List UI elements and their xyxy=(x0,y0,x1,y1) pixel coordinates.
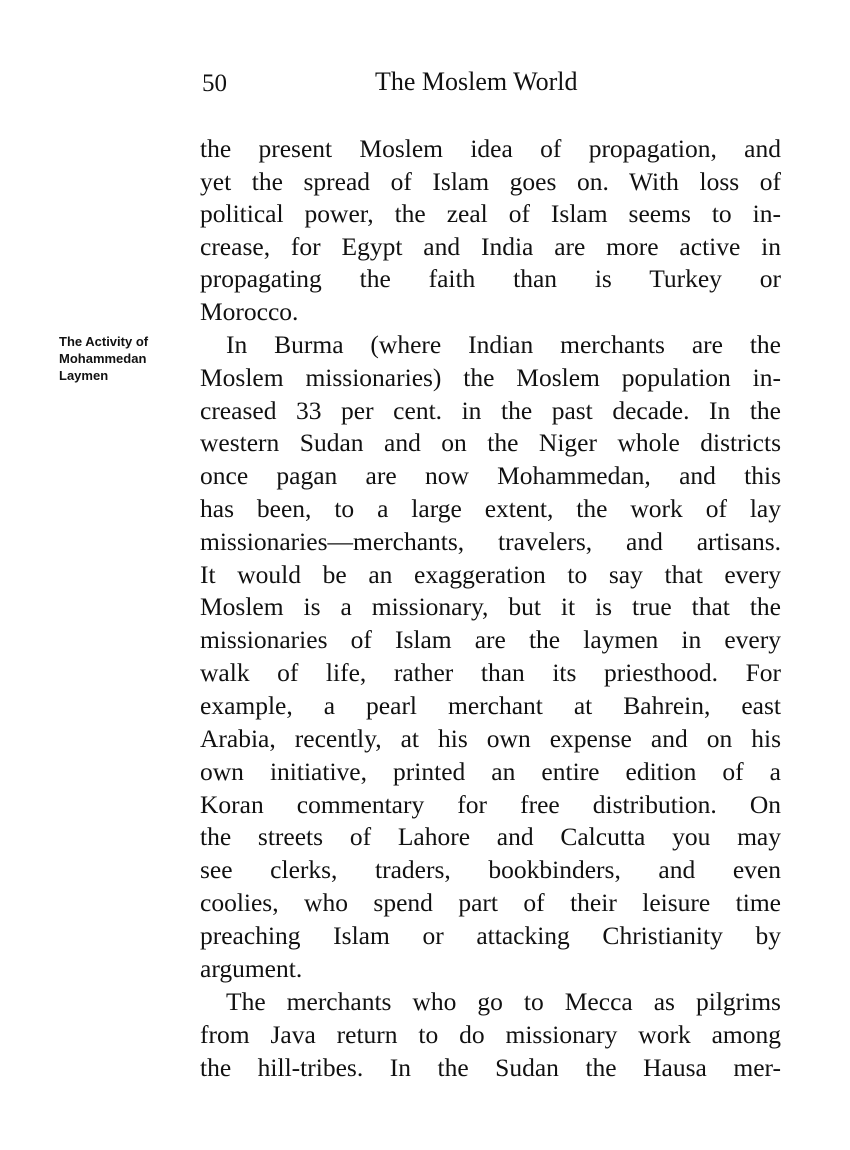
text-line: coolies, who spend part of their leisure time xyxy=(200,888,781,917)
text-line: the hill-tribes. In the Sudan the Hausa mer- xyxy=(200,1053,781,1082)
text-line: propagating the faith than is Turkey or xyxy=(200,264,781,293)
text-line: The merchants who go to Mecca as pilgrims xyxy=(226,987,781,1016)
text-line: once pagan are now Mohammedan, and this xyxy=(200,461,781,490)
text-line: the present Moslem idea of propagation, and xyxy=(200,134,781,163)
text-line: creased 33 per cent. in the past decade. In the xyxy=(200,396,781,425)
text-line: own initiative, printed an entire edition of a xyxy=(200,757,781,786)
text-line: argument. xyxy=(200,954,303,983)
text-line: western Sudan and on the Niger whole districts xyxy=(200,428,781,457)
margin-note-line: Laymen xyxy=(59,368,109,383)
margin-note-line: The Activity of xyxy=(59,334,149,349)
text-line: It would be an exaggeration to say that every xyxy=(200,560,781,589)
text-line: yet the spread of Islam goes on. With loss of xyxy=(200,167,781,196)
text-line: missionaries—merchants, travelers, and artisans. xyxy=(200,527,781,556)
page-number: 50 xyxy=(202,70,227,97)
text-line: see clerks, traders, bookbinders, and even xyxy=(200,855,781,884)
text-line: missionaries of Islam are the laymen in every xyxy=(200,625,781,654)
text-line: Morocco. xyxy=(200,297,299,326)
text-line: Koran commentary for free distribution. On xyxy=(200,790,781,819)
text-line: Moslem is a missionary, but it is true that the xyxy=(200,592,781,621)
text-line: Moslem missionaries) the Moslem population in- xyxy=(200,363,781,392)
text-line: has been, to a large extent, the work of lay xyxy=(200,494,781,523)
text-line: from Java return to do missionary work among xyxy=(200,1020,781,1049)
running-head: The Moslem World xyxy=(375,67,578,96)
text-line: political power, the zeal of Islam seems to in- xyxy=(200,199,781,228)
text-line: In Burma (where Indian merchants are the xyxy=(226,330,781,359)
text-line: preaching Islam or attacking Christianity by xyxy=(200,921,781,950)
text-line: the streets of Lahore and Calcutta you may xyxy=(200,822,781,851)
margin-note xyxy=(59,333,187,384)
text-line: walk of life, rather than its priesthood. For xyxy=(200,658,781,687)
text-line: example, a pearl merchant at Bahrein, east xyxy=(200,691,781,720)
text-line: Arabia, recently, at his own expense and on his xyxy=(200,724,781,753)
text-line: crease, for Egypt and India are more active in xyxy=(200,232,781,261)
margin-note-line: Mohammedan xyxy=(59,351,147,366)
